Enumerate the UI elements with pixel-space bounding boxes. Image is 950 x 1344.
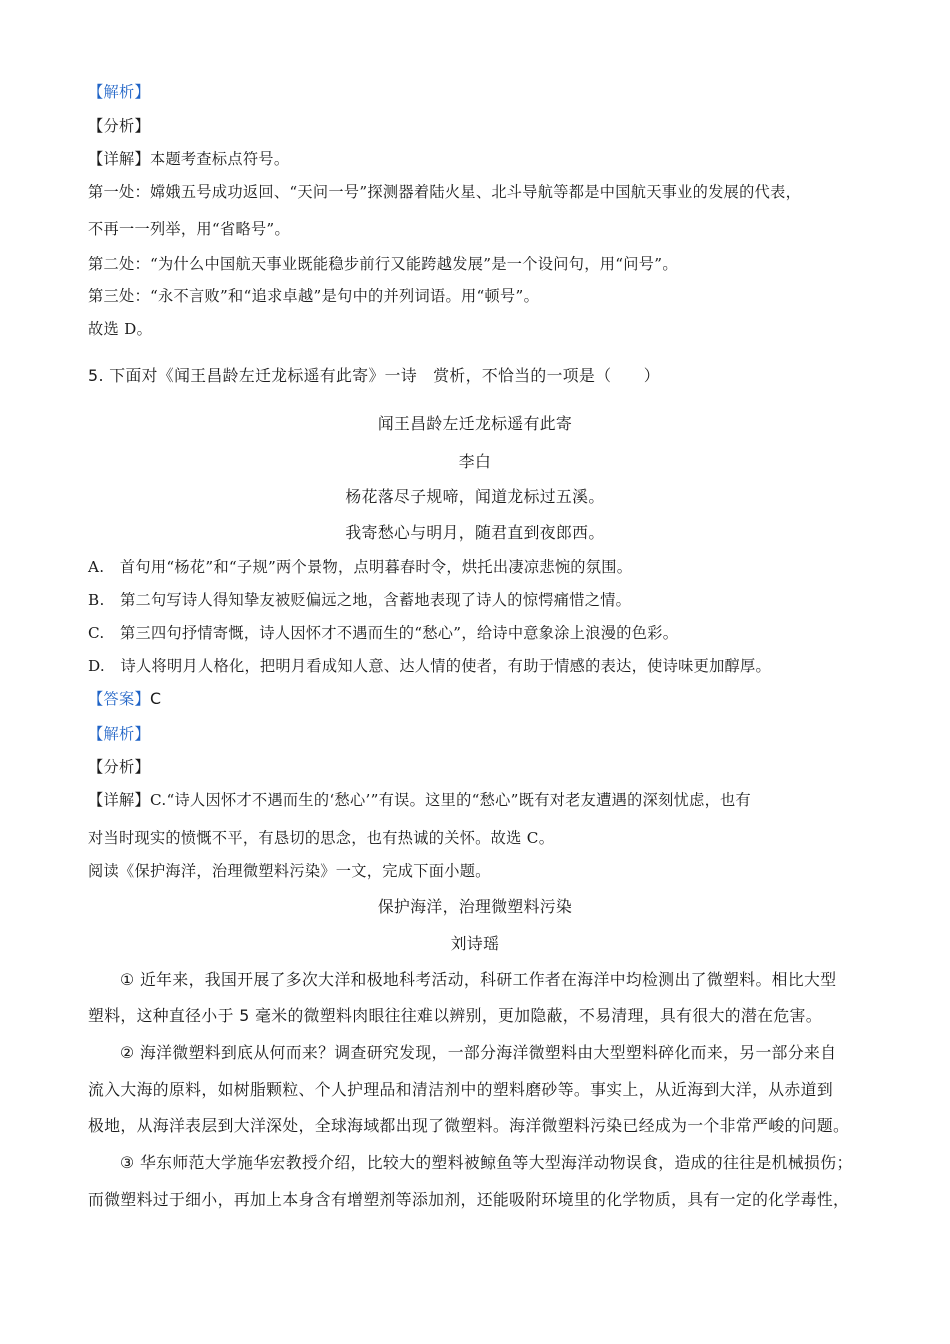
- article-p1-line2: 塑料，这种直径小于 5 毫米的微塑料肉眼往往难以辨别，更加隐蔽，不易清理，具有很大的潜在危害。: [88, 1006, 822, 1025]
- question5-detail-line1: [88, 789, 880, 810]
- article-p3-line2: 而微塑料过于细小，再加上本身含有增塑剂等添加剂，还能吸附环境里的化学物质，具有一定的化学毒性，: [88, 1190, 850, 1209]
- article-p1-line1: ① 近年来，我国开展了多次大洋和极地科考活动，科研工作者在海洋中均检测出了微塑料。相比大型: [120, 970, 837, 989]
- question5-analysis-heading: 【解析】: [88, 725, 150, 743]
- reading-intro: 阅读《保护海洋，治理微塑料污染》一文，完成下面小题。: [88, 862, 491, 880]
- detail-text: 本题考查标点符号。: [149, 150, 290, 168]
- answer-value: C: [149, 689, 162, 708]
- option-c: C. 第三四句抒情寄慨，诗人因怀才不遇而生的“愁心”，给诗中意象涂上浪漫的色彩。: [88, 624, 679, 642]
- poem-line-2: 我寄愁心与明月，随君直到夜郎西。: [345, 523, 605, 542]
- section1-detail: [88, 148, 880, 169]
- answer-line: [88, 688, 880, 709]
- question5-detail-line2: 对当时现实的愤慨不平，有恳切的思念，也有热诚的关怀。故选 C。: [88, 829, 555, 847]
- section1-point1-line1: 第一处：嫦娥五号成功返回、“天问一号”探测器着陆火星、北斗导航等都是中国航天事业的发展的代表，: [88, 183, 802, 201]
- section1-point2: 第二处：“为什么中国航天事业既能稳步前行又能跨越发展”是一个设问句，用“问号”。: [88, 255, 678, 273]
- section1-fenxi-heading: 【分析】: [88, 117, 150, 135]
- poem-title: 闻王昌龄左迁龙标遥有此寄: [377, 414, 573, 433]
- section1-conclusion: 故选 D。: [88, 320, 153, 338]
- poem-author: 李白: [458, 452, 492, 471]
- article-p2-line2: 流入大海的原料，如树脂颗粒、个人护理品和清洁剂中的塑料磨砂等。事实上，从近海到大洋，从赤道到: [88, 1080, 834, 1099]
- detail-tag: 【详解】: [88, 791, 150, 809]
- section1-point1-line2: 不再一一列举，用“省略号”。: [88, 220, 290, 238]
- poem-line-1: 杨花落尽子规啼，闻道龙标过五溪。: [345, 487, 605, 506]
- question5-fenxi-heading: 【分析】: [88, 758, 150, 776]
- section1-point3: 第三处：“永不言败”和“追求卓越”是句中的并列词语。用“顿号”。: [88, 287, 540, 305]
- article-p3-line1: ③ 华东师范大学施华宏教授介绍，比较大的塑料被鲸鱼等大型海洋动物误食，造成的往往是机械损伤；: [120, 1153, 853, 1172]
- article-title: 保护海洋，治理微塑料污染: [377, 897, 573, 916]
- question5-stem: 5. 下面对《闻王昌龄左迁龙标遥有此寄》一诗 赏析，不恰当的一项是（ ）: [88, 366, 660, 385]
- detail-text: C.“诗人因怀才不遇而生的‘愁心’”有误。这里的“愁心”既有对老友遭遇的深刻忧虑，也有: [149, 791, 752, 809]
- option-a: A. 首句用“杨花”和“子规”两个景物，点明暮春时令，烘托出凄凉悲惋的氛围。: [88, 558, 633, 576]
- section1-analysis-heading: 【解析】: [88, 83, 150, 101]
- answer-tag: 【答案】: [88, 690, 150, 708]
- detail-tag: 【详解】: [88, 150, 150, 168]
- option-d: D. 诗人将明月人格化，把明月看成知人意、达人情的使者，有助于情感的表达，使诗味更加醇厚。: [88, 657, 772, 675]
- article-p2-line1: ② 海洋微塑料到底从何而来？调查研究发现，一部分海洋微塑料由大型塑料碎化而来，另一部分来自: [120, 1043, 837, 1062]
- article-author: 刘诗瑶: [450, 934, 500, 953]
- article-p2-line3: 极地，从海洋表层到大洋深处，全球海域都出现了微塑料。海洋微塑料污染已经成为一个非常严峻的问题。: [88, 1116, 850, 1135]
- option-b: B. 第二句写诗人得知挚友被贬偏远之地，含蓄地表现了诗人的惊愕痛惜之情。: [88, 591, 632, 609]
